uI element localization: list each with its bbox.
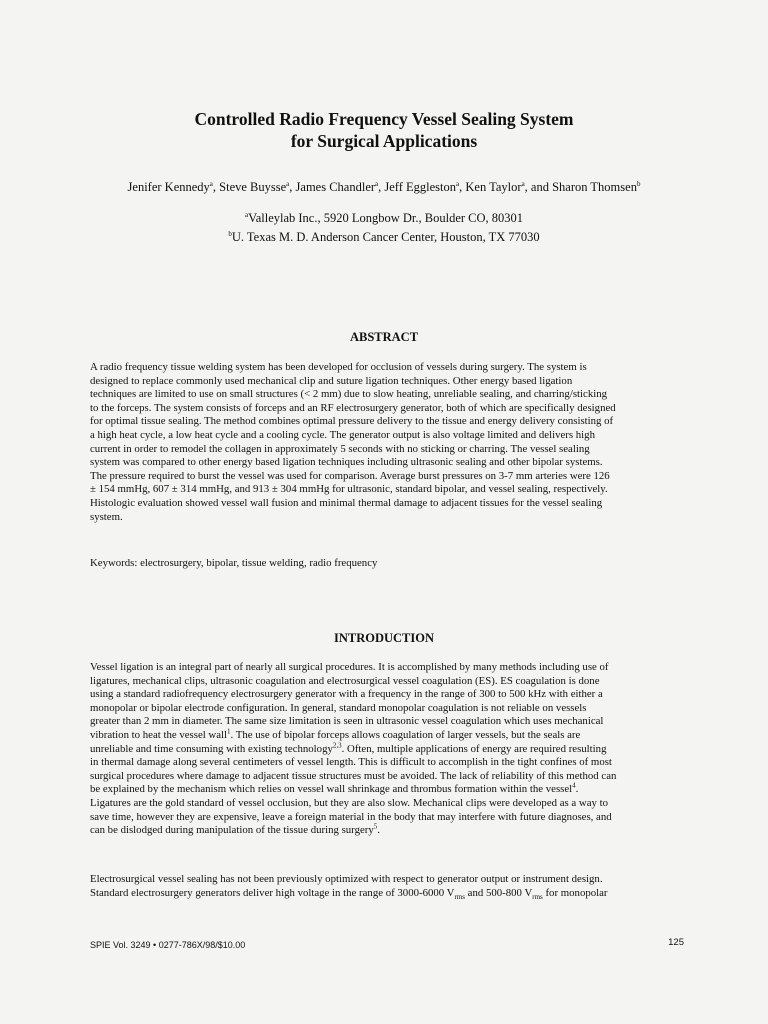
unit-subscript: rms [532, 892, 543, 901]
intro-line: ligatures, mechanical clips, ultrasonic coagulation and electrosurgical vessel coagulation (ES). ES coagulation is done [90, 674, 600, 687]
abstract-line: A radio frequency tissue welding system has been developed for occlusion of vessels during surgery. The system is [90, 361, 587, 373]
intro-line: vibration to heat the vessel wall$^1$. The use of bipolar forceps allows coagulation of larger vessels, but the seals are [90, 727, 581, 741]
page-number: 125 [668, 937, 684, 948]
unit-subscript: rms [454, 892, 465, 901]
affiliation-b-mark: b [228, 229, 232, 238]
author-affiliation-mark: a [375, 179, 379, 188]
intro-line: using a standard radiofrequency electrosurgery generator with a frequency in the range of 300 to 500 kHz with either a [90, 688, 603, 701]
intro-line: Standard electrosurgery generators deliver high voltage in the range of 3000-6000 $V_{rms}$ and 500-800 $V_{rms}$ for monopolar [90, 886, 608, 901]
affiliation-b-text: U. Texas M. D. Anderson Cancer Center, Houston, TX 77030 [231, 230, 540, 244]
author-affiliation-mark: a [456, 179, 460, 188]
author-affiliation-mark: b [636, 179, 641, 188]
author-affiliation-mark: a [521, 179, 525, 188]
paper-title-line-1: Controlled Radio Frequency Vessel Sealing System [194, 109, 574, 129]
citation-ref: 1 [227, 727, 231, 736]
abstract-line: techniques are limited to use on small structures (< 2 mm) due to slow heating, unreliable sealing, and charring/sticking [90, 388, 608, 401]
intro-line: in thermal damage along several centimeters of vessel length. This is difficult to accomplish in the tight confines of most [90, 756, 612, 769]
intro-line: monopolar or bipolar electrode configuration. In general, standard monopolar coagulation is not reliable on vessels [90, 701, 587, 714]
author-name: Jenifer Kennedy [127, 180, 210, 194]
introduction-heading: INTRODUCTION [333, 631, 434, 645]
intro-line: Ligatures are the gold standard of vessel occlusion, but they are also slow. Mechanical clips were developed as a way to [90, 796, 608, 809]
abstract-line: for optimal tissue sealing. The method combines optimal pressure delivery to the tissue and energy delivery consisting of [90, 415, 614, 428]
affiliation-a-mark: a [244, 210, 249, 219]
abstract-heading: ABSTRACT [349, 330, 419, 344]
intro-line: save time, however they are expensive, leave a foreign material in the body that may interfere with future diagnoses, and [90, 810, 612, 823]
intro-line: be explained by the mechanism which relies on vessel wall shrinkage and thrombus formation within the vessel$^4$. [90, 781, 579, 796]
intro-line: Electrosurgical vessel sealing has not been previously optimized with respect to generator output or instrument design. [90, 873, 603, 885]
abstract-line: a high heat cycle, a low heat cycle and a cooling cycle. The generator output is also voltage limited and delivers high [90, 428, 595, 441]
abstract-body [90, 361, 694, 524]
intro-line: can be dislodged during manipulation of the tissue during surgery$^5$. [90, 822, 380, 837]
abstract-line: system. [90, 510, 123, 523]
author-name: Steve Buysse [219, 180, 287, 194]
author-name: Jeff Eggleston [384, 180, 457, 194]
abstract-line: to the forceps. The system consists of forceps and an RF electrosurgery generator, both of which are specifically designed [90, 401, 616, 414]
abstract-line: The pressure required to burst the vessel was used for comparison. Average burst pressures on 3-7 mm arteries were 126 [90, 469, 610, 482]
intro-line: unreliable and time consuming with existing technology$^{2,3}$. Often, multiple applications of energy are required resulting [90, 740, 607, 755]
affiliation-b [0, 229, 768, 245]
introduction-paragraph-1 [90, 661, 694, 838]
keywords: Keywords: electrosurgery, bipolar, tissue welding, radio frequency [90, 557, 378, 569]
intro-line: surgical procedures where damage to adjacent tissue structures must be avoided. The lack of reliability of this method can [90, 769, 617, 782]
introduction-paragraph-2 [90, 873, 694, 900]
citation-ref: 4 [572, 781, 576, 790]
author-name: Sharon Thomsen [552, 180, 637, 194]
affiliation-a-text: Valleylab Inc., 5920 Longbow Dr., Boulder CO, 80301 [248, 211, 524, 225]
abstract-line: ± 154 mmHg, 607 ± 314 mmHg, and 913 ± 304 mmHg for ultrasonic, standard bipolar, and vessel sealing, respectively. [90, 483, 608, 496]
intro-line: Vessel ligation is an integral part of nearly all surgical procedures. It is accomplished by many methods including use of [90, 661, 609, 673]
intro-line: greater than 2 mm in diameter. The same size limitation is seen in ultrasonic vessel coagulation which uses mechanical [90, 715, 604, 728]
paper-title-line-2: for Surgical Applications [290, 131, 478, 151]
author-list: Jenifer Kennedy$^a$, Steve Buysse$^a$, James Chandler$^a$, Jeff Eggleston$^a$, Ken Taylor$^a$, and Sharon Thomsen$^b$ [127, 179, 641, 194]
author-affiliation-mark: a [209, 179, 213, 188]
author-affiliation-mark: a [286, 179, 290, 188]
citation-ref: 5 [373, 822, 378, 831]
author-name: Ken Taylor [465, 180, 522, 194]
citation-ref: 2,3 [332, 740, 342, 749]
abstract-line: designed to replace commonly used mechanical clip and suture ligation techniques. Other energy based ligation [90, 374, 573, 387]
author-name: James Chandler [295, 180, 376, 194]
footer-citation: SPIE Vol. 3249 • 0277-786X/98/$10.00 [90, 940, 246, 950]
abstract-line: system was compared to other energy based ligation techniques including ultrasonic sealing and other bipolar systems. [90, 456, 603, 469]
abstract-line: current in order to remodel the collagen in approximately 5 seconds with no sticking or charring. The vessel sealing [90, 442, 590, 455]
affiliation-a [0, 210, 768, 226]
abstract-line: Histologic evaluation showed vessel wall fusion and minimal thermal damage to adjacent tissues for the vessel sealing [90, 496, 603, 509]
